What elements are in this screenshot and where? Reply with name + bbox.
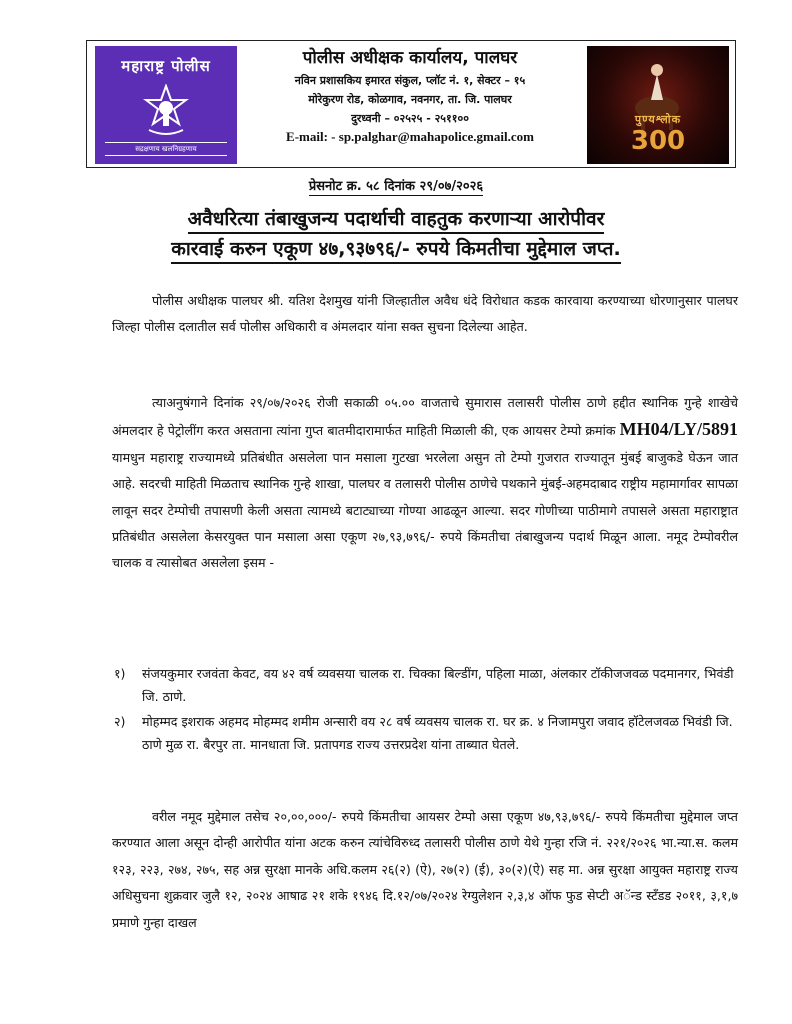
police-badge-icon <box>141 84 191 138</box>
headline <box>0 204 792 264</box>
headline-line-2: कारवाई करुन एकूण ४७,९३७९६/- रुपये किमतीचा मुद्देमाल जप्त. <box>171 236 620 264</box>
logo-right-number: 300 <box>630 126 686 156</box>
paragraph-2-rest: यामधुन महाराष्ट्र राज्यामध्ये प्रतिबंधीत असलेला पान मसाला गुटखा भरलेला असुन तो टेम्पो गुजरात राज्यातून मुंबई बाजुकडे घेऊन जात आहे. सदरची माहिती मिळताच स्थानिक गुन्हे शाखा, पालघर व तलासरी पोलीस ठाणेचे पथकाने मुंबई-अहमदाबाद राष्ट्रीय महामार्गावर सापळा लावून सदर टेम्पोची तपासणी केली असता त्यामध्ये बटाट्याच्या गोण्या आढळून आल्या. सदर गोणीच्या पाठीमागे तपासले असता महाराष्ट्रात प्रतिबंधीत असलेला केसरयुक्त पान मसाला असा एकूण २७,९३,७९६/- रुपये किंमतीचा तंबाखुजन्य पदार्थ मिळून आला. नमूद टेम्पोवरील चालक व त्यासोबत असलेला इसम - <box>112 449 738 571</box>
paragraph-2 <box>112 390 738 577</box>
headline-line-1: अवैधरित्या तंबाखुजन्य पदार्थाची वाहतुक करणाऱ्या आरोपीवर <box>188 206 605 234</box>
address-line-2: मोरेकुरण रोड, कोळगाव, नवनगर, ता. जि. पालघर <box>308 93 512 106</box>
phone-number: दुरध्वनी – ०२५२५ - २५११०० <box>351 112 469 125</box>
vehicle-number: MH04/LY/5891 <box>619 419 738 440</box>
logo-left-motto: सद्रक्षणाय खलनिग्रहणाय <box>105 142 227 156</box>
accused-number: १) <box>114 666 126 681</box>
accused-number: २) <box>114 714 126 729</box>
address-line-1: नविन प्रशासकिय इमारत संकुल, प्लॉट नं. १, सेक्टर – १५ <box>294 74 526 87</box>
logo-right-text: पुण्यश्लोक <box>634 113 682 126</box>
paragraph-3: वरील नमूद मुद्देमाल तसेच २०,००,०००/- रुपये किंमतीचा आयसर टेम्पो असा एकूण ४७,९३,७९६/- रुपये किंमतीचा मुद्देमाल जप्त करण्यात आला असून दोन्ही आरोपीत यांना अटक करुन त्यांचेविरुध्द तलासरी पोलीस ठाणे येथे गुन्हा रजि नं. २२१/२०२६ भा.न्या.स. कलम १२३, २२३, २७४, २७५, सह अन्न सुरक्षा मानके अधि.कलम २६(२) (ऐ), २७(२) (ई), ३०(२)(ऐ) सह मा. अन्न सुरक्षा आयुक्त महाराष्ट्र राज्य अधिसुचना शुक्रवार जुलै १२, २०२४ आषाढ २१ शके १९४६ दि.१२/०७/२०२४ रेग्युलेशन २,३,४ ऑफ फुड सेप्टी अॅन्ड स्टॅंडड २०११, ३,१,७ प्रमाणे गुन्हा दाखल <box>112 809 738 930</box>
letterhead <box>86 40 736 168</box>
office-email: E-mail: - sp.palghar@mahapolice.gmail.com <box>286 129 534 144</box>
maharashtra-police-logo <box>95 46 237 164</box>
accused-list <box>112 662 738 758</box>
punyashlok-300-logo <box>587 46 729 164</box>
paragraph-1: पोलीस अधीक्षक पालघर श्री. यतिश देशमुख यांनी जिल्हातील अवैध धंदे विरोधात कडक कारवाया करण्याच्या धोरणानुसार पालघर जिल्हा पोलीस दलातील सर्व पोलीस अधिकारी व अंमलदार यांना सक्त सुचना दिलेल्या आहेत. <box>112 293 738 335</box>
accused-item <box>112 710 738 756</box>
press-note-number: प्रेसनोट क्र. ५८ दिनांक २९/०७/२०२६ <box>308 179 484 194</box>
office-details <box>245 45 575 146</box>
logo-left-text: महाराष्ट्र पोलीस <box>121 57 211 75</box>
accused-details: मोहम्मद इशराक अहमद मोहम्मद शमीम अन्सारी वय २८ वर्ष व्यवसय चालक रा. घर क्र. ४ निजामपुरा जवाद हॉटेलजवळ भिवंडी जि. ठाणे मुळ रा. बैरपुर ता. मानधाता जि. प्रतापगड राज्य उत्तरप्रदेश यांना ताब्यात घेतले. <box>142 714 733 752</box>
accused-details: संजयकुमार रजवंता केवट, वय ४२ वर्ष व्यवसया चालक रा. चिक्का बिल्डींग, पहिला माळा, अंलकार टॉकीजजवळ पदमानगर, भिवंडी जि. ठाणे. <box>142 666 734 704</box>
accused-item <box>112 662 738 708</box>
paragraph-2-start: त्याअनुषंगाने दिनांक २९/०७/२०२६ रोजी सकाळी ०५.०० वाजताचे सुमारास तलासरी पोलीस ठाणे हद्दीत स्थानिक गुन्हे शाखेचे अंमलदार हे पेट्रोलींग करत असताना त्यांना गुप्त बातमीदारामार्फत माहिती मिळाली की, एक आयसर टेम्पो क्रमांक <box>112 395 738 439</box>
press-note-line <box>0 176 792 194</box>
office-title: पोलीस अधीक्षक कार्यालय, पालघर <box>302 48 518 68</box>
